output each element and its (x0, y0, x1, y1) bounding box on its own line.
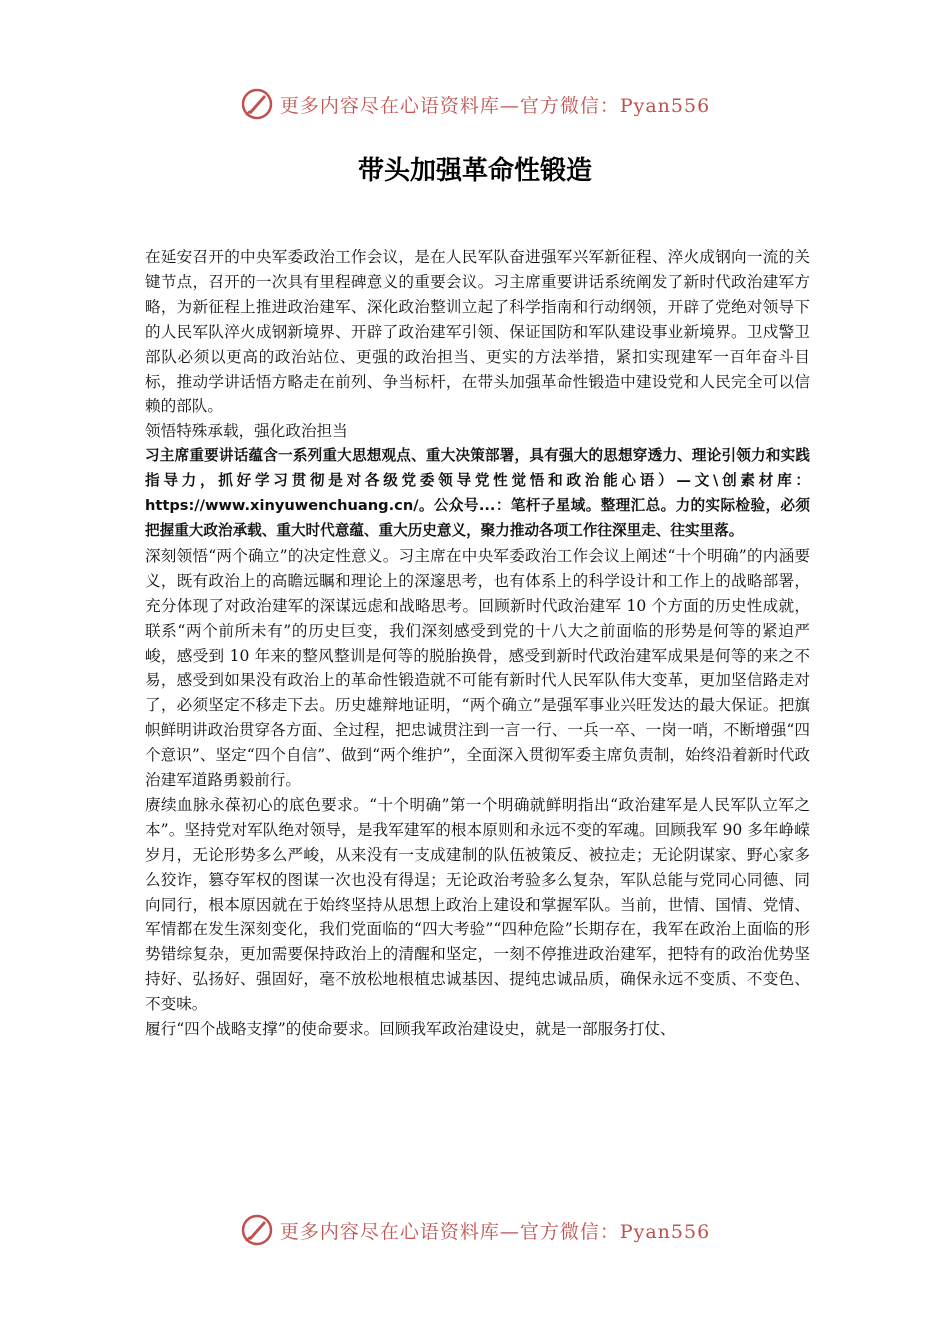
page-title: 带头加强革命性锻造 (357, 156, 592, 186)
quill-logo-icon (240, 1213, 274, 1247)
watermark-header (0, 84, 950, 124)
paragraph-two-establishments: 深刻领悟“两个确立”的决定性意义。习主席在中央军委政治工作会议上阐述“十个明确”的内涵要义，既有政治上的高瞻远瞩和理论上的深邃思考，也有体系上的科学设计和工作上的战略部署，充分体现了对政治建军的深谋远虑和战略思考。回顾新时代政治建军 10 个方面的历史性成就，联系“两个前所未有”的历史巨变，我们深刻感受到党的十八大之前面临的形势是何等的紧迫严峻，感受到 10 年来的整风整训是何等的脱胎换骨，感受到新时代政治建军成果是何等的来之不易，感受到如果没有政治上的革命性锻造就不可能有新时代人民军队伟大变革，更加坚信路走对了，必须坚定不移走下去。历史雄辩地证明，“两个确立”是强军事业兴旺发达的最大保证。把旗帜鲜明讲政治贯穿各方面、全过程，把忠诚贯注到一言一行、一兵一卒、一岗一哨，不断增强“四个意识”、坚定“四个自信”、做到“两个维护”，全面深入贯彻军委主席负责制，始终沿着新时代政治建军道路勇毅前行。 (145, 546, 810, 790)
article-body (145, 245, 810, 1042)
watermark-text: 更多内容尽在心语资料库—官方微信：Pyan556 (279, 1220, 711, 1243)
quill-logo-icon (240, 87, 274, 121)
watermark-text: 更多内容尽在心语资料库—官方微信：Pyan556 (279, 94, 711, 117)
paragraph-mission: 履行“四个战略支撑”的使命要求。回顾我军政治建设史，就是一部服务打仗、 (145, 1020, 676, 1039)
paragraph-bloodline: 赓续血脉永葆初心的底色要求。“十个明确”第一个明确就鲜明指出“政治建军是人民军队立军之本”。坚持党对军队绝对领导，是我军建军的根本原则和永远不变的军魂。回顾我军 90 多年峥嵘岁月，无论形势多么严峻，从来没有一支成建制的队伍被策反、被拉走；无论阴谋家、野心家多么狡诈，篡夺军权的图谋一次也没有得逞；无论政治考验多么复杂，军队总能与党同心同德、同向同行，根本原因就在于始终坚持从思想上政治上建设和掌握军队。当前，世情、国情、党情、军情都在发生深刻变化，我们党面临的“四大考验”“四种危险”长期存在，我军在政治上面临的形势错综复杂，更加需要保持政治上的清醒和坚定，一刻不停推进政治建军，把特有的政治优势坚持好、弘扬好、强固好，毫不放松地根植忠诚基因、提纯忠诚品质，确保永远不变质、不变色、不变味。 (145, 795, 810, 1014)
paragraph-highlight: 习主席重要讲话蕴含一系列重大思想观点、重大决策部署，具有强大的思想穿透力、理论引领力和实践指导力，抓好学习贯彻是对各级党委领导党性觉悟和政治能心语）—文\创素材库：https://www.xinyuwenchuang.cn/。公众号...：笔杆子星域。整理汇总。力的实际检验，必须把握重大政治承载、重大时代意蕴、重大历史意义，聚力推动各项工作往深里走、往实里落。 (145, 447, 810, 539)
section-heading: 领悟特殊承载，强化政治担当 (145, 422, 348, 441)
paragraph-intro: 在延安召开的中央军委政治工作会议，是在人民军队奋进强军兴军新征程、淬火成钢向一流的关键节点，召开的一次具有里程碑意义的重要会议。习主席重要讲话系统阐发了新时代政治建军方略，为新征程上推进政治建军、深化政治整训立起了科学指南和行动纲领，开辟了党绝对领导下的人民军队淬火成钢新境界、开辟了政治建军引领、保证国防和军队建设事业新境界。卫戍警卫部队必须以更高的政治站位、更强的政治担当、更实的方法举措，紧扣实现建军一百年奋斗目标，推动学讲话悟方略走在前列、争当标杆，在带头加强革命性锻造中建设党和人民完全可以信赖的部队。 (145, 248, 810, 416)
watermark-footer (0, 1210, 950, 1250)
